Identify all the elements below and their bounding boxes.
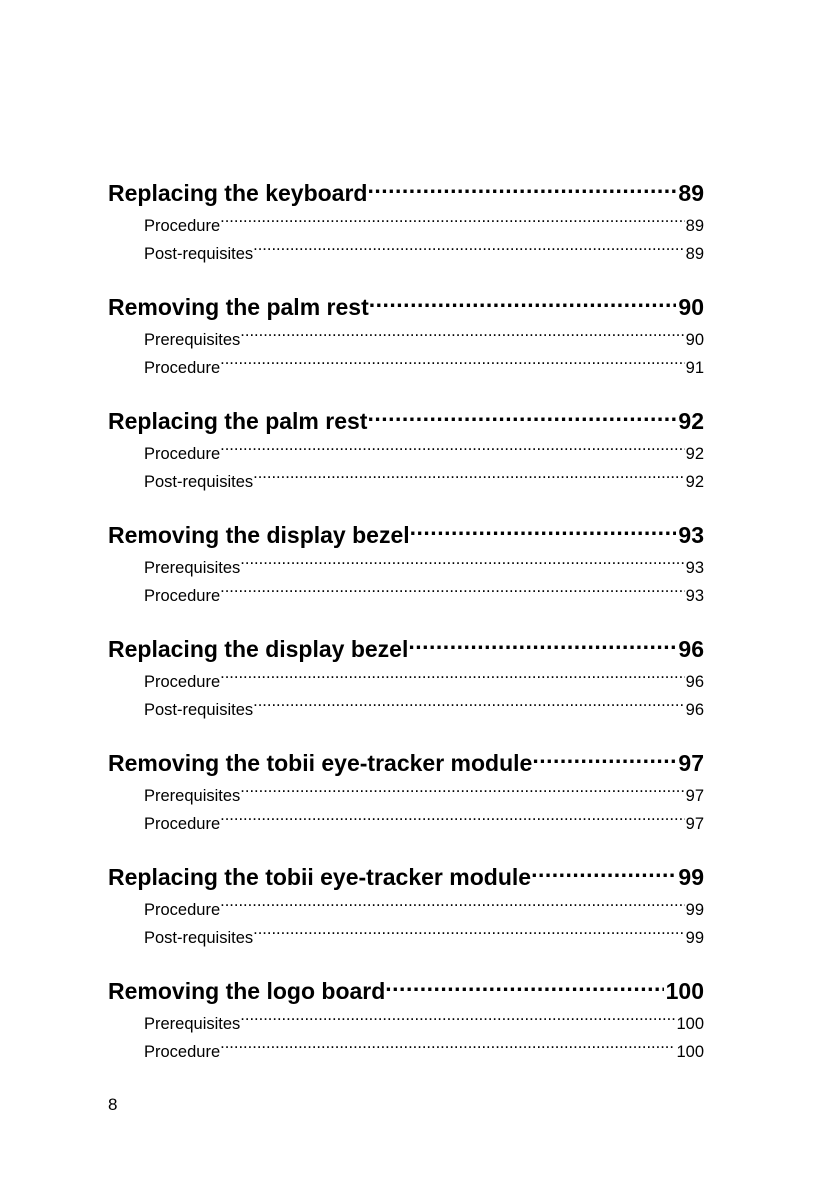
toc-subentry-label: Post-requisites: [144, 929, 254, 947]
toc-subentry-page: 92: [685, 473, 704, 491]
toc-heading-page: 89: [678, 180, 704, 206]
dot-leader: [408, 626, 676, 657]
dot-leader: [240, 545, 684, 573]
dot-leader: [220, 887, 685, 915]
toc-heading-link[interactable]: [108, 284, 704, 320]
toc-section: [108, 284, 704, 377]
toc-heading-link[interactable]: [108, 626, 704, 662]
toc-subentry-page: 90: [685, 331, 704, 349]
dot-leader: [532, 740, 676, 771]
toc-subentry-label: Procedure: [144, 673, 221, 691]
toc-heading-link[interactable]: [108, 854, 704, 890]
toc-heading-title: Replacing the display bezel: [108, 636, 409, 662]
toc-section: [108, 512, 704, 605]
dot-leader: [240, 773, 684, 801]
dot-leader: [240, 317, 684, 345]
toc-heading-title: Removing the palm rest: [108, 294, 369, 320]
dot-leader: [253, 459, 685, 487]
page-number: 8: [108, 1095, 118, 1114]
dot-leader: [410, 512, 677, 543]
dot-leader: [531, 854, 676, 885]
dot-leader: [220, 1029, 675, 1057]
dot-leader: [253, 687, 685, 715]
dot-leader: [367, 398, 676, 429]
toc-section: [108, 968, 704, 1061]
toc-subentry-label: Prerequisites: [144, 559, 241, 577]
toc-subentry-page: 89: [685, 245, 704, 263]
toc-subentry-label: Procedure: [144, 1043, 221, 1061]
dot-leader: [369, 284, 677, 315]
toc-subentry-page: 99: [685, 901, 704, 919]
toc-subentry-label: Procedure: [144, 445, 221, 463]
toc-heading-title: Replacing the palm rest: [108, 408, 368, 434]
dot-leader: [220, 203, 685, 231]
toc-subentry-page: 96: [685, 673, 704, 691]
toc-section: [108, 170, 704, 263]
toc-subentry-label: Post-requisites: [144, 473, 254, 491]
toc-subentry-page: 93: [685, 559, 704, 577]
toc-section: [108, 854, 704, 947]
toc-subentry-page: 89: [685, 217, 704, 235]
dot-leader: [240, 1001, 675, 1029]
toc-heading-link[interactable]: [108, 740, 704, 776]
table-of-contents: [108, 170, 704, 1082]
dot-leader: [253, 915, 685, 943]
toc-heading-title: Replacing the keyboard: [108, 180, 368, 206]
toc-heading-title: Removing the logo board: [108, 978, 386, 1004]
toc-heading-link[interactable]: [108, 512, 704, 548]
toc-subentry-page: 99: [685, 929, 704, 947]
toc-subentry-label: Post-requisites: [144, 701, 254, 719]
toc-subentry-label: Post-requisites: [144, 245, 254, 263]
toc-heading-title: Replacing the tobii eye-tracker module: [108, 864, 532, 890]
toc-section: [108, 626, 704, 719]
toc-subentry-label: Prerequisites: [144, 331, 241, 349]
dot-leader: [253, 231, 685, 259]
toc-heading-link[interactable]: [108, 398, 704, 434]
dot-leader: [367, 170, 676, 201]
toc-subentry-label: Prerequisites: [144, 787, 241, 805]
toc-heading-page: 90: [678, 294, 704, 320]
dot-leader: [220, 801, 685, 829]
toc-subentry-page: 97: [685, 787, 704, 805]
toc-heading-page: 100: [665, 978, 704, 1004]
toc-heading-page: 93: [678, 522, 704, 548]
toc-subentry-label: Procedure: [144, 815, 221, 833]
toc-subentry-label: Procedure: [144, 359, 221, 377]
toc-subentry-page: 96: [685, 701, 704, 719]
toc-section: [108, 740, 704, 833]
dot-leader: [385, 968, 663, 999]
toc-subentry-page: 93: [685, 587, 704, 605]
toc-heading-link[interactable]: [108, 968, 704, 1004]
toc-heading-page: 99: [678, 864, 704, 890]
toc-heading-title: Removing the display bezel: [108, 522, 410, 548]
dot-leader: [220, 573, 685, 601]
toc-heading-title: Removing the tobii eye-tracker module: [108, 750, 533, 776]
toc-subentry-label: Procedure: [144, 217, 221, 235]
toc-subentry-page: 92: [685, 445, 704, 463]
toc-subentry-page: 100: [676, 1015, 704, 1033]
toc-subentry-label: Prerequisites: [144, 1015, 241, 1033]
toc-heading-page: 97: [678, 750, 704, 776]
dot-leader: [220, 345, 685, 373]
toc-subentry-page: 91: [685, 359, 704, 377]
toc-heading-page: 92: [678, 408, 704, 434]
toc-subentry-label: Procedure: [144, 587, 221, 605]
toc-subentry-page: 97: [685, 815, 704, 833]
dot-leader: [220, 431, 685, 459]
toc-section: [108, 398, 704, 491]
dot-leader: [220, 659, 685, 687]
toc-heading-link[interactable]: [108, 170, 704, 206]
toc-heading-page: 96: [678, 636, 704, 662]
toc-subentry-page: 100: [676, 1043, 704, 1061]
toc-subentry-label: Procedure: [144, 901, 221, 919]
